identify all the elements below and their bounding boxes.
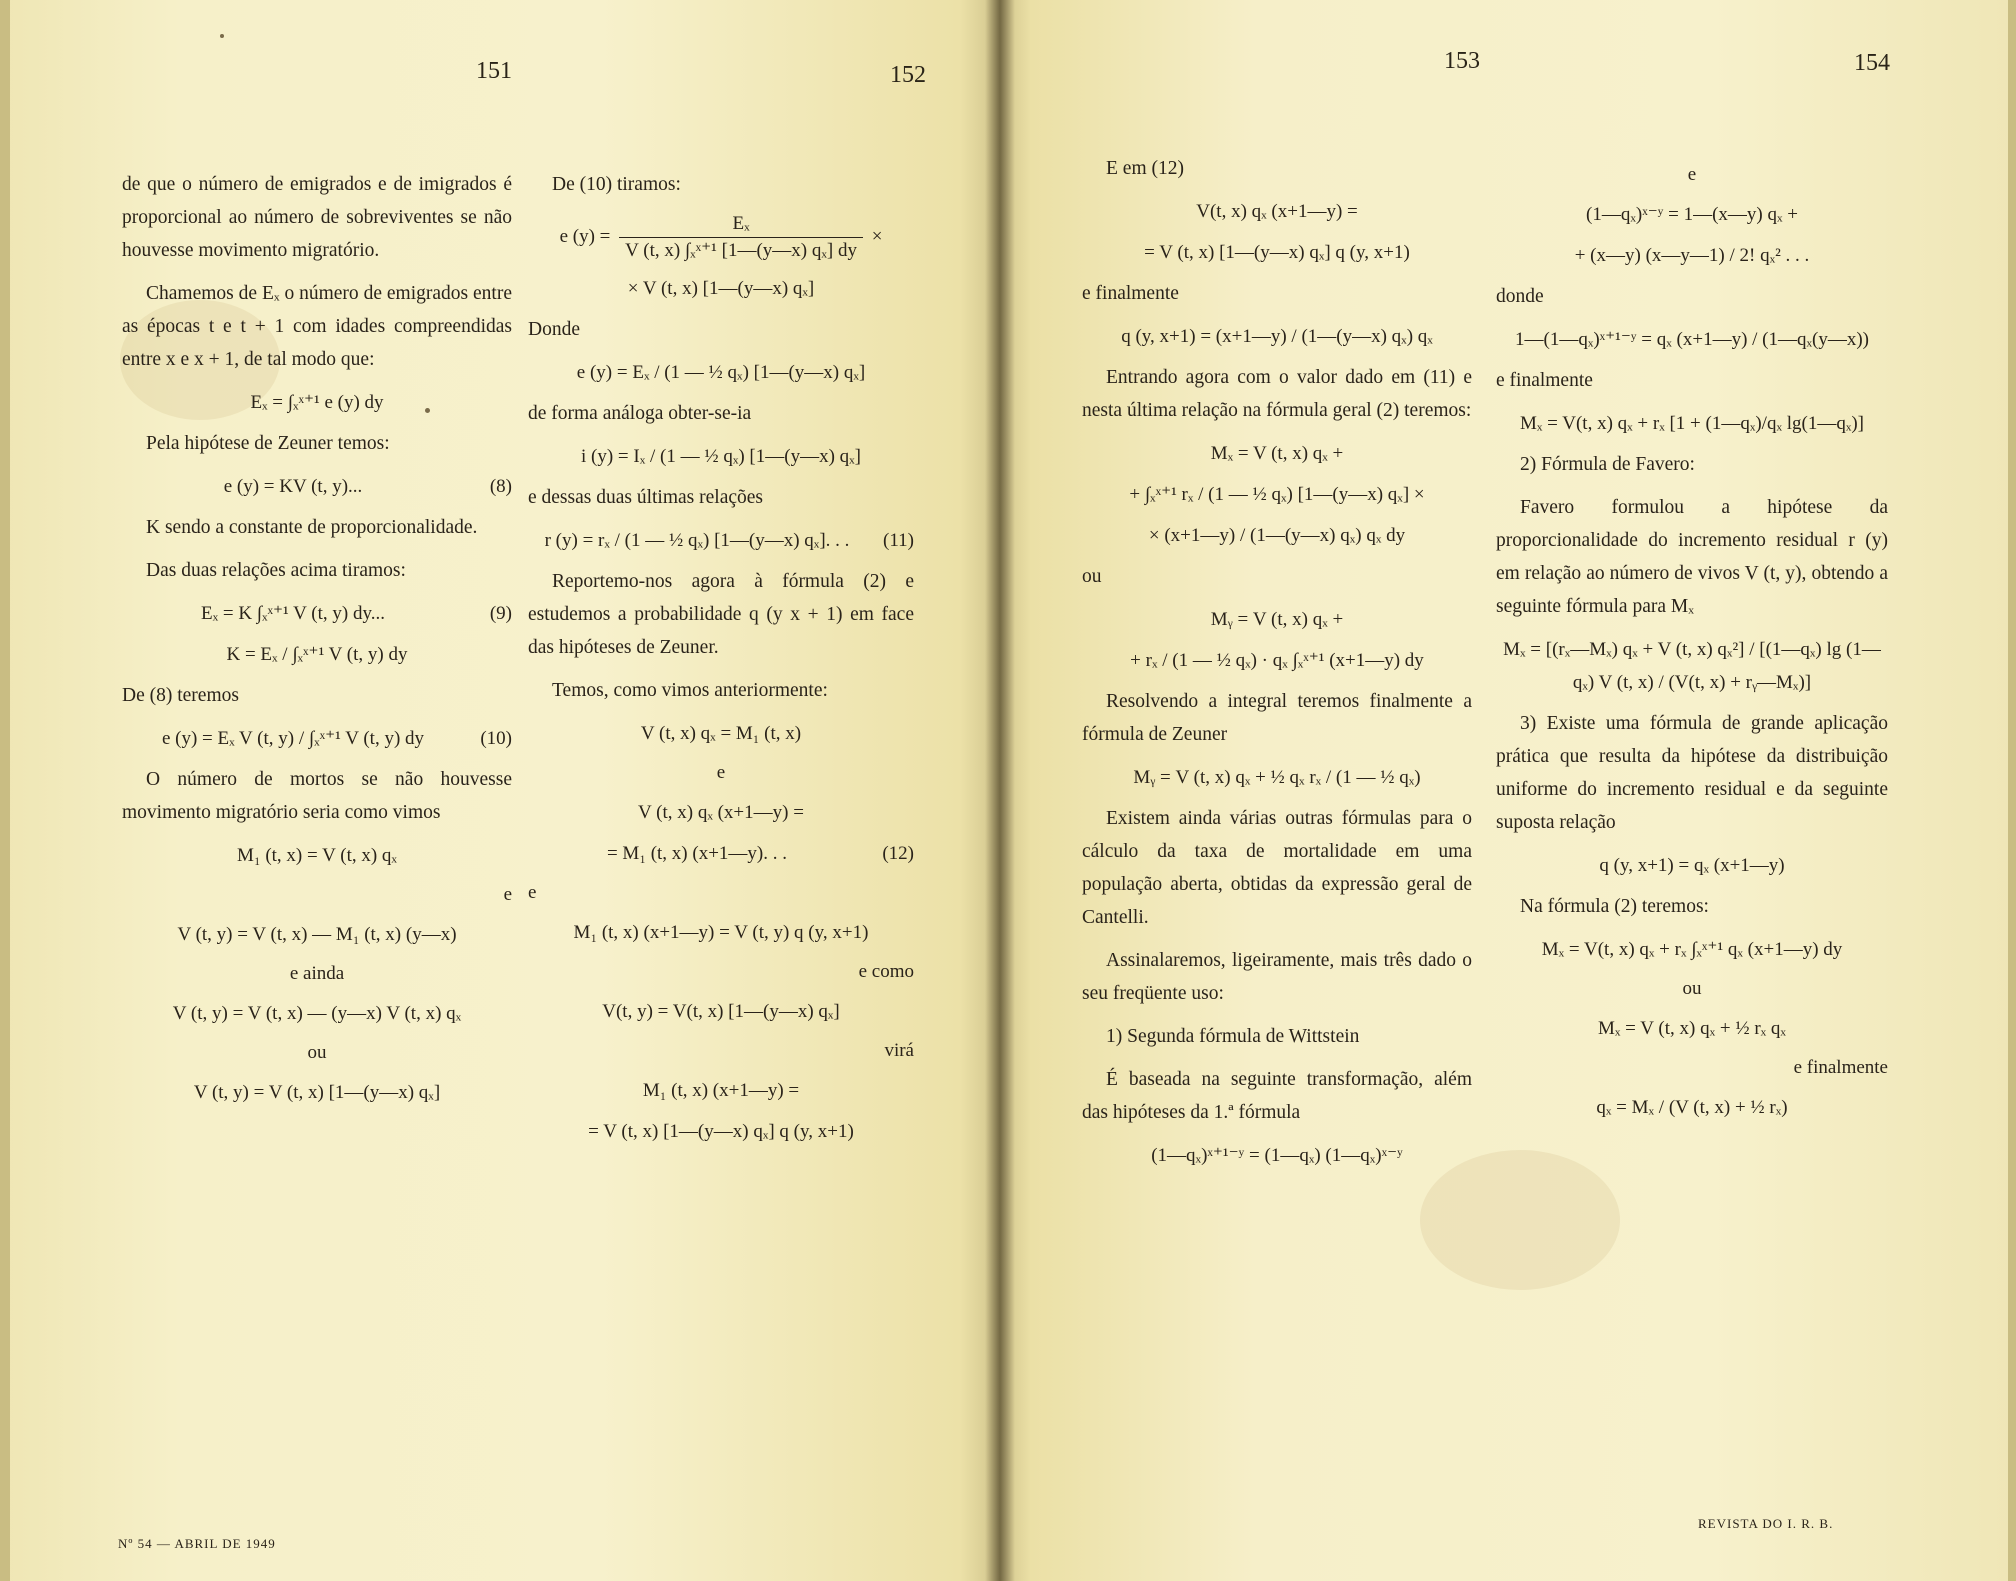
page-edge-right xyxy=(2008,0,2016,1581)
connector-word: e ainda xyxy=(289,963,345,984)
paragraph: de forma análoga obter-se-ia xyxy=(528,403,752,424)
equation: (1—qₓ)ˣ⁺¹⁻ʸ = (1—qₓ) (1—qₓ)ˣ⁻ʸ xyxy=(1151,1145,1403,1166)
paragraph: De (8) teremos xyxy=(122,685,239,706)
book-gutter xyxy=(985,0,1015,1581)
equation: Mₓ = V(t, x) qₓ + rₓ ∫ₓˣ⁺¹ qₓ (x+1—y) dy xyxy=(1541,939,1843,960)
connector-word: ou xyxy=(307,1042,327,1063)
equation: Mᵧ = V (t, x) qₓ + ½ qₓ rₓ / (1 — ½ qₓ) xyxy=(1133,767,1421,788)
paragraph: e finalmente xyxy=(1082,283,1179,304)
paragraph: Chamemos de Eₓ o número de emigrados entre as épocas t e t + 1 com idades compreendidas entre x e x + 1, de tal modo que: xyxy=(122,283,512,370)
footer-journal: REVISTA DO I. R. B. xyxy=(1698,1516,1834,1531)
paragraph: É baseada na seguinte transformação, além das hipóteses da 1.ª fórmula xyxy=(1082,1069,1472,1123)
equation: V (t, x) qₓ = M₁ (t, x) xyxy=(640,723,802,744)
equation: Mₓ = V(t, x) qₓ + rₓ [1 + (1—qₓ)/qₓ lg(1—qₓ)] xyxy=(1519,413,1864,434)
equation-number: (12) xyxy=(882,843,914,864)
paragraph: e dessas duas últimas relações xyxy=(528,487,764,508)
page-154-column xyxy=(1496,160,1888,1132)
paragraph: Resolvendo a integral teremos finalmente a fórmula de Zeuner xyxy=(1082,691,1472,745)
numerator: Eₓ xyxy=(619,211,863,238)
page-151-column xyxy=(122,168,512,1117)
equation: i (y) = Iₓ / (1 — ½ qₓ) [1—(y—x) qₓ] xyxy=(581,446,861,467)
equation: q (y, x+1) = (x+1—y) / (1—(y—x) qₓ) qₓ xyxy=(1121,326,1433,347)
equation: Mₓ = V (t, x) qₓ + ½ rₓ qₓ xyxy=(1598,1018,1786,1039)
connector-word: e como xyxy=(858,961,914,982)
connector-word: virá xyxy=(884,1040,914,1061)
equation: + ∫ₓˣ⁺¹ rₓ / (1 — ½ qₓ) [1—(y—x) qₓ] × xyxy=(1129,484,1425,505)
equation-body: Eₓ = K ∫ₓˣ⁺¹ V (t, y) dy... xyxy=(201,603,385,624)
page-edge-left xyxy=(0,0,10,1581)
equation: q (y, x+1) = qₓ (x+1—y) xyxy=(1599,855,1785,876)
paragraph: de que o número de emigrados e de imigrados é proporcional ao número de sobreviventes se não houvesse movimento migratório. xyxy=(122,174,512,261)
equation-body: r (y) = rₓ / (1 — ½ qₓ) [1—(y—x) qₓ]. . . xyxy=(544,530,850,551)
paragraph: Assinalaremos, ligeiramente, mais três dado o seu freqüente uso: xyxy=(1082,950,1472,1004)
equation: e (y) = $\frac{\text{Eₓ}}{\text{V (t, x) ∫ₓˣ⁺¹ [1—(y—x) qₓ] dy}}$ × xyxy=(528,211,914,264)
connector-word: e xyxy=(716,762,726,783)
equation-body: e (y) = Eₓ V (t, y) / ∫ₓˣ⁺¹ V (t, y) dy xyxy=(161,728,425,749)
equation: = V (t, x) [1—(y—x) qₓ] q (y, x+1) xyxy=(588,1121,854,1142)
equation-number: (11) xyxy=(883,530,914,551)
list-item: 3) Existe uma fórmula de grande aplicação prática que resulta da hipótese da distribuição uniforme do incremento residual e da seguinte suposta relação xyxy=(1496,713,1888,833)
equation-8 xyxy=(122,470,512,503)
equation: V (t, y) = V (t, x) [1—(y—x) qₓ] xyxy=(193,1082,441,1103)
equation-number: (8) xyxy=(489,476,512,497)
equation: Mₓ = V (t, x) qₓ + xyxy=(1210,443,1344,464)
equation: qₓ = Mₓ / (V (t, x) + ½ rₓ) xyxy=(1596,1097,1788,1118)
paragraph: donde xyxy=(1496,286,1544,307)
paragraph: O número de mortos se não houvesse movimento migratório seria como vimos xyxy=(122,769,512,823)
equation: 1—(1—qₓ)ˣ⁺¹⁻ʸ = qₓ (x+1—y) / (1—qₓ(y—x)) xyxy=(1515,329,1869,350)
paragraph: Das duas relações acima tiramos: xyxy=(146,560,406,581)
equation: M₁ (t, x) (x+1—y) = xyxy=(642,1080,800,1101)
page-number-154: 154 xyxy=(1854,50,1890,76)
paragraph: Na fórmula (2) teremos: xyxy=(1520,896,1709,917)
equation-number: (10) xyxy=(480,728,512,749)
paragraph: Entrando agora com o valor dado em (11) e nesta última relação na fórmula geral (2) teremos: xyxy=(1082,367,1472,421)
equation: × V (t, x) [1—(y—x) qₓ] xyxy=(627,278,815,299)
connector-word: e xyxy=(528,882,537,903)
equation: Eₓ = ∫ₓˣ⁺¹ e (y) dy xyxy=(250,392,384,413)
paragraph: K sendo a constante de proporcionalidade. xyxy=(146,517,478,538)
ink-speck xyxy=(220,34,224,38)
equation-body: = M₁ (t, x) (x+1—y). . . xyxy=(606,843,788,864)
equation: V (t, y) = V (t, x) — (y—x) V (t, x) qₓ xyxy=(172,1003,462,1024)
denominator: V (t, x) ∫ₓˣ⁺¹ [1—(y—x) qₓ] dy xyxy=(625,240,857,261)
equation-9 xyxy=(122,597,512,630)
equation: K = Eₓ / ∫ₓˣ⁺¹ V (t, y) dy xyxy=(226,644,408,665)
equation: (1—qₓ)ˣ⁻ʸ = 1—(x—y) qₓ + xyxy=(1586,204,1798,225)
paragraph: Temos, como vimos anteriormente: xyxy=(552,680,828,701)
page-153-column xyxy=(1082,152,1472,1180)
equation: V (t, x) qₓ (x+1—y) = xyxy=(638,802,804,823)
connector-word: e xyxy=(1687,164,1697,185)
equation-12 xyxy=(528,837,914,870)
list-item: 2) Fórmula de Favero: xyxy=(1520,454,1695,475)
equation-body: e (y) = KV (t, y)... xyxy=(223,476,363,497)
paragraph: E em (12) xyxy=(1106,158,1184,179)
paragraph: De (10) tiramos: xyxy=(552,174,681,195)
page-number-151: 151 xyxy=(476,58,512,84)
page-number-152: 152 xyxy=(890,62,926,88)
equation: × (x+1—y) / (1—(y—x) qₓ) qₓ dy xyxy=(1148,525,1406,546)
paragraph: ou xyxy=(1082,566,1102,587)
paragraph: Favero formulou a hipótese da proporcionalidade do incremento residual r (y) em relação ao número de vivos V (t, y), obtendo a seguinte fórmula para Mₓ xyxy=(1496,497,1888,617)
equation: Mᵧ = V (t, x) qₓ + xyxy=(1210,609,1344,630)
paragraph: Reportemo-nos agora à fórmula (2) e estudemos a probabilidade q (y x + 1) em face das hipóteses de Zeuner. xyxy=(528,571,914,658)
footer-issue: Nº 54 — ABRIL DE 1949 xyxy=(118,1536,276,1551)
connector-word: e xyxy=(503,884,512,905)
connector-word: ou xyxy=(1682,978,1702,999)
page-152-column xyxy=(528,168,914,1156)
equation: M₁ (t, x) = V (t, x) qₓ xyxy=(237,845,397,866)
equation: Mₓ = [(rₓ—Mₓ) qₓ + V (t, x) qₓ²] / [(1—qₓ) lg (1—qₓ) V (t, x) / (V(t, x) + rᵧ—Mₓ)] xyxy=(1503,639,1881,693)
fraction xyxy=(619,211,863,264)
paragraph: Donde xyxy=(528,319,580,340)
equation: V(t, y) = V(t, x) [1—(y—x) qₓ] xyxy=(602,1001,840,1022)
equation-number: (9) xyxy=(489,603,512,624)
page-number-153: 153 xyxy=(1444,48,1480,74)
paragraph: e finalmente xyxy=(1496,370,1593,391)
equation: V (t, y) = V (t, x) — M₁ (t, x) (y—x) xyxy=(177,924,457,945)
paragraph: Existem ainda várias outras fórmulas para o cálculo da taxa de mortalidade em uma população aberta, obtidas da expressão geral de Cantelli. xyxy=(1082,808,1472,928)
equation: e (y) = Eₓ / (1 — ½ qₓ) [1—(y—x) qₓ] xyxy=(576,362,866,383)
equation: + (x—y) (x—y—1) / 2! qₓ² . . . xyxy=(1574,245,1810,266)
equation: M₁ (t, x) (x+1—y) = V (t, y) q (y, x+1) xyxy=(573,922,869,943)
paragraph: Pela hipótese de Zeuner temos: xyxy=(146,433,390,454)
equation-11 xyxy=(528,524,914,557)
connector-word: e finalmente xyxy=(1793,1057,1888,1078)
equation: + rₓ / (1 — ½ qₓ) · qₓ ∫ₓˣ⁺¹ (x+1—y) dy xyxy=(1130,650,1424,671)
equation-10 xyxy=(122,722,512,755)
equation: = V (t, x) [1—(y—x) qₓ] q (y, x+1) xyxy=(1144,242,1410,263)
list-item: 1) Segunda fórmula de Wittstein xyxy=(1106,1026,1360,1047)
equation: V(t, x) qₓ (x+1—y) = xyxy=(1196,201,1358,222)
